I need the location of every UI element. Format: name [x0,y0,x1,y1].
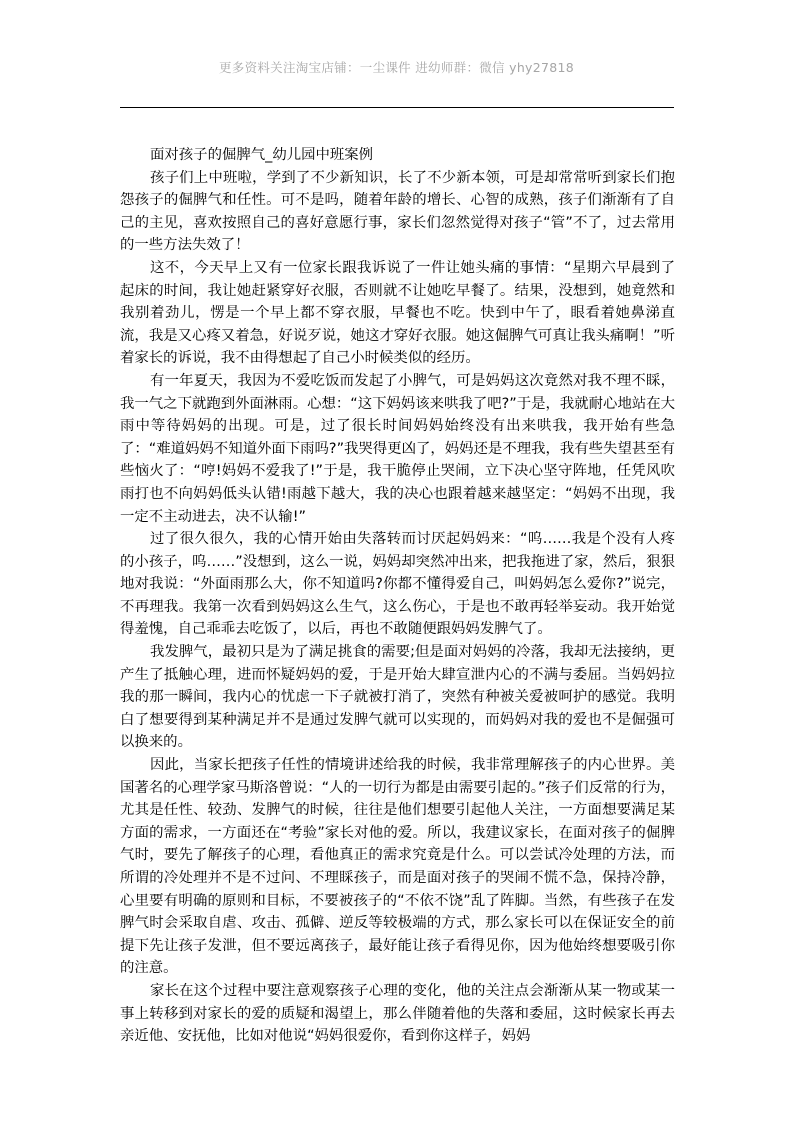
paragraph-mother-reaction: 过了很久很久，我的心情开始由失落转而讨厌起妈妈来：“呜……我是个没有人疼的小孩子，呜……”没想到，这么一说，妈妈却突然冲出来，把我拖进了家，然后，狠狠地对我说：“外面雨那么大，你不知道吗?你都不懂得爱自己，叫妈妈怎么爱你?”说完，不再理我。我第一次看到妈妈这么生气，这么伤心，于是也不敢再轻举妄动。我开始觉得羞愧，自己乖乖去吃饭了，以后，再也不敢随便跟妈妈发脾气了。 [120,531,675,638]
paragraph-reflection: 我发脾气，最初只是为了满足挑食的需要;但是面对妈妈的冷落，我却无法接纳，更产生了抵触心理，进而怀疑妈妈的爱，于是开始大肆宣泄内心的不满与委屈。当妈妈拉我的那一瞬间，我内心的忧虑一下子就被打消了，突然有种被关爱被呵护的感觉。我明白了想要得到某种满足并不是通过发脾气就可以实现的，而妈妈对我的爱也不是倔强可以换来的。 [120,644,675,751]
paragraph-advice: 因此，当家长把孩子任性的情境讲述给我的时候，我非常理解孩子的内心世界。美国著名的心理学家马斯洛曾说：“人的一切行为都是由需要引起的。”孩子们反常的行为，尤其是任性、较劲、发脾气的时候，往往是他们想要引起他人关注，一方面想要满足某方面的需求，一方面还在“考验”家长对他的爱。所以，我建议家长，在面对孩子的倔脾气时，要先了解孩子的心理，看他真正的需求究竟是什么。可以尝试冷处理的方法，而所谓的冷处理并不是不过问、不理睬孩子，而是面对孩子的哭闹不慌不急，保持冷静，心里要有明确的原则和目标，不要被孩子的“不依不饶”乱了阵脚。当然，有些孩子在发脾气时会采取自虐、攻击、孤僻、逆反等较极端的方式，那么家长可以在保证安全的前提下先让孩子发泄，但不要远离孩子，最好能让孩子看得见你，因为他始终想要吸引你的注意。 [120,757,675,977]
document-body [120,144,675,1048]
paragraph-intro: 孩子们上中班啦，学到了不少新知识，长了不少新本领，可是却常常听到家长们抱怨孩子的倔脾气和任性。可不是吗，随着年龄的增长、心智的成熟，孩子们渐渐有了自己的主见，喜欢按照自己的喜好意愿行事，家长们忽然觉得对孩子“管”不了，过去常用的一些方法失效了！ [120,169,675,254]
paragraph-rain-memory: 有一年夏天，我因为不爱吃饭而发起了小脾气，可是妈妈这次竟然对我不理不睬，我一气之下就跑到外面淋雨。心想：“这下妈妈该来哄我了吧?”于是，我就耐心地站在大雨中等待妈妈的出现。可是，过了很长时间妈妈始终没有出来哄我，我开始有些急了：“难道妈妈不知道外面下雨吗?”我哭得更凶了，妈妈还是不理我，我有些失望甚至有些恼火了：“哼!妈妈不爱我了!”于是，我干脆停止哭闹，立下决心坚守阵地，任凭风吹雨打也不向妈妈低头认错!雨越下越大，我的决心也跟着越来越坚定：“妈妈不出现，我一定不主动进去，决不认输!” [120,372,676,525]
paragraph-parent-story: 这不，今天早上又有一位家长跟我诉说了一件让她头痛的事情：“星期六早晨到了起床的时间，我让她赶紧穿好衣服，否则就不让她吃早餐了。结果，没想到，她竟然和我别着劲儿，愣是一个早上都不穿衣服，早餐也不吃。快到中午了，眼看着她鼻涕直流，我是又心疼又着急，好说歹说，她这才穿好衣服。她这倔脾气可真让我头痛啊！”听着家长的诉说，我不由得想起了自己小时候类似的经历。 [120,259,675,367]
header-divider [120,107,674,108]
page-header-note: 更多资料关注淘宝店铺：一尘课件 进幼师群：微信 yhy27818 [218,60,575,75]
paragraph-observation: 家长在这个过程中要注意观察孩子心理的变化，他的关注点会渐渐从某一物或某一事上转移到对家长的爱的质疑和渴望上，那么伴随着他的失落和委屈，这时候家长再去亲近他、安抚他，比如对他说“妈妈很爱你，看到你这样子，妈妈 [120,982,675,1045]
document-title: 面对孩子的倔脾气_幼儿园中班案例 [150,147,374,163]
